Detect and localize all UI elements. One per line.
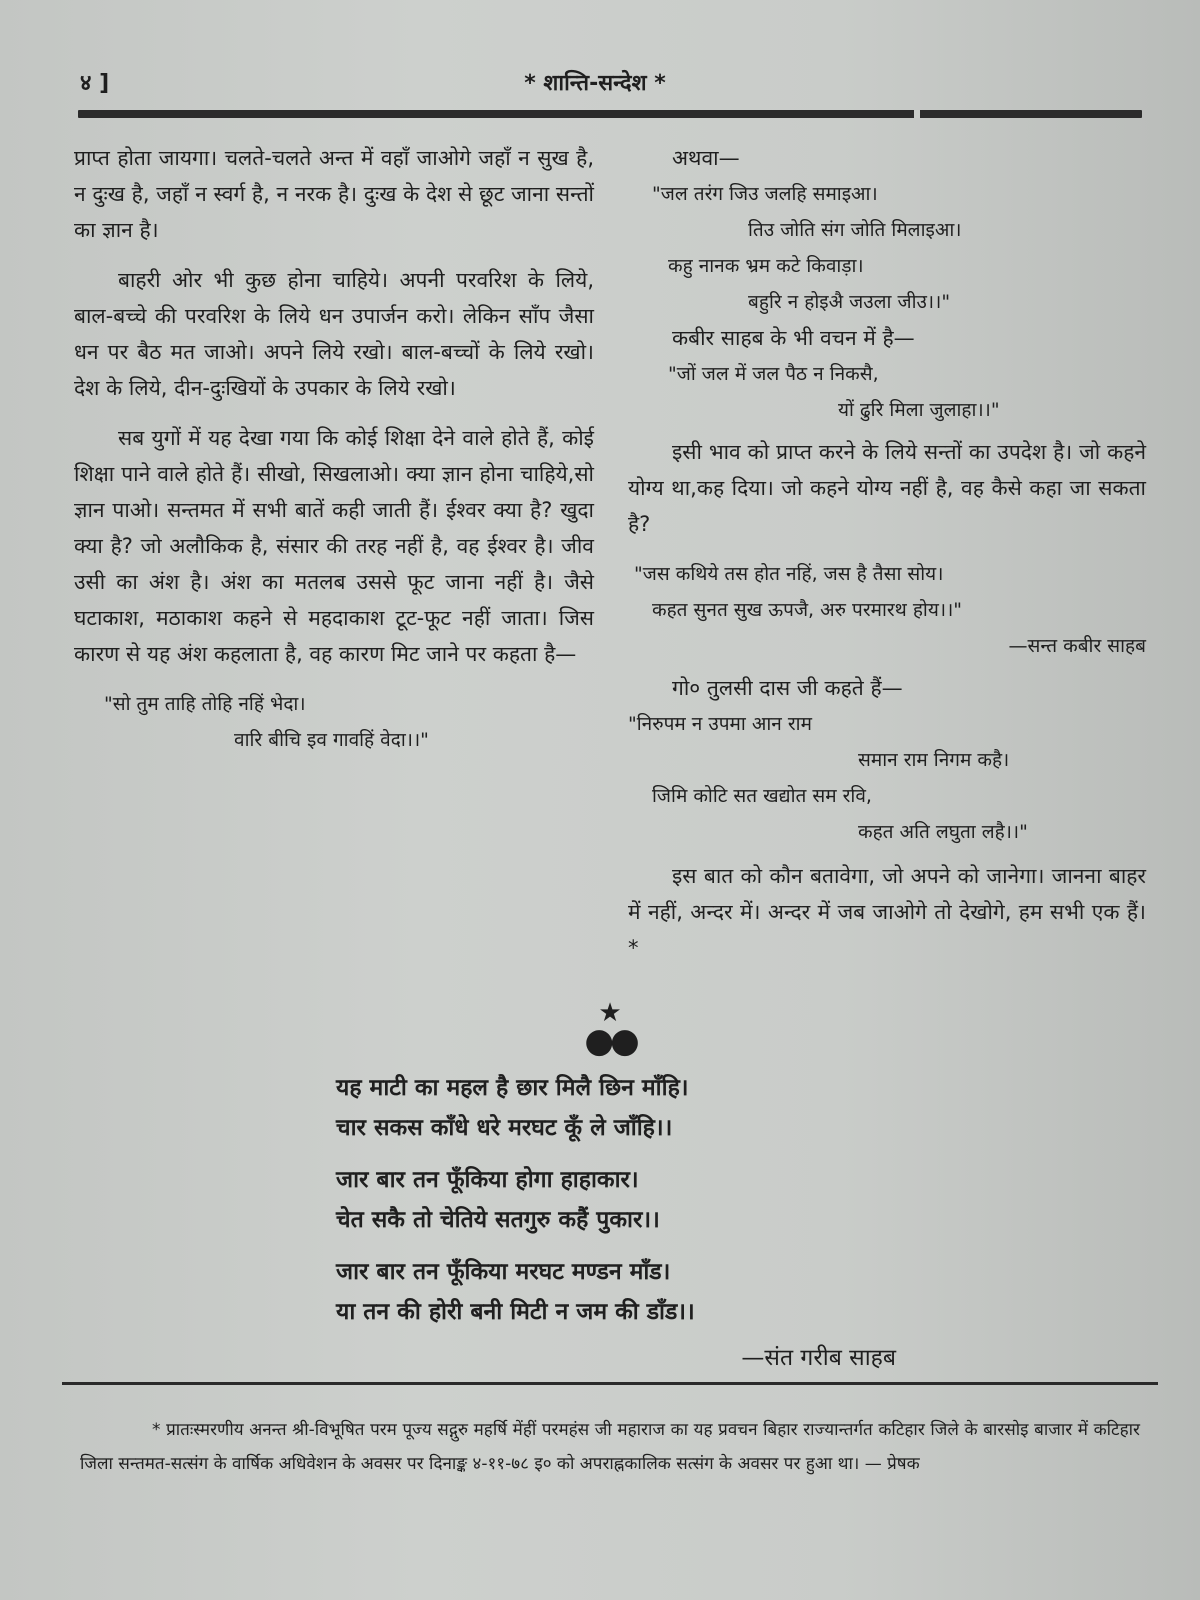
footnote: * प्रातःस्मरणीय अनन्त श्री-विभूषित परम पूज्य सद्गुरु महर्षि मेंहीं परमहंस जी महाराज का यह प्रवचन बिहार राज्यान्तर्गत कटिहार जिले के बारसोइ बाजार में कटिहार जिला सन्तमत-सत्संग के वार्षिक अधिवेशन के अवसर पर दिनाङ्क ४-११-७८ इ० को अपराह्नकालिक सत्संग के अवसर पर हुआ था। — प्रेषक [80, 1420, 1140, 1474]
tulsi-intro: गो० तुलसी दास जी कहते हैं— [672, 676, 903, 700]
quote-line: कहत सुनत सुख ऊपजै, अरु परमारथ होय।।" [652, 599, 963, 621]
quote-line: कहत अति लघुता लहै।।" [858, 821, 1028, 843]
left-paragraph-3: सब युगों में यह देखा गया कि कोई शिक्षा देने वाले होते हैं, कोई शिक्षा पाने वाले होते हैं। सीखो, सिखलाओ। क्या ज्ञान होना चाहिये,सो ज्ञान पाओ। सन्तमत में सभी बातें कही जाती हैं। ईश्वर क्या है? खुदा क्या है? जो अलौकिक है, संसार की तरह नहीं है, वह ईश्वर है। जीव उसी का अंश है। अंश का मतलब उससे फूट जाना नहीं है। जैसे घटाकाश, मठाकाश कहने से महदाकाश टूट-फूट नहीं जाता। जिस कारण से यह अंश कहलाता है, वह कारण मिट जाने पर कहता है— [74, 426, 594, 666]
poem-line: जार बार तन फूँकिया होगा हाहाकार। [336, 1167, 639, 1193]
kabir-intro: कबीर साहब के भी वचन में है— [672, 326, 915, 350]
poem-line: जार बार तन फूँकिया मरघट मण्डन माँड। [336, 1259, 671, 1285]
poem [336, 1068, 896, 1378]
quote-line: "जों जल में जल पैठ न निकसै, [668, 363, 879, 385]
left-paragraph-1: प्राप्त होता जायगा। चलते-चलते अन्त में वहाँ जाओगे जहाँ न सुख है, न दुःख है, जहाँ न स्वर्ग है, न नरक है। दुःख के देश से छूट जाना सन्तों का ज्ञान है। [74, 146, 594, 242]
quote-line: "जस कथिये तस होत नहिं, जस है तैसा सोय। [634, 563, 944, 585]
right-column [628, 140, 1146, 980]
quote-line: यों ढुरि मिला जुलाहा।।" [838, 399, 1000, 421]
quote-line: बहुरि न होइअै जउला जीउ।।" [748, 291, 951, 313]
poem-line: यह माटी का महल है छार मिलै छिन माँहि। [336, 1075, 689, 1101]
ornament [580, 1000, 640, 1060]
quote-line: जिमि कोटि सत खद्योत सम रवि, [652, 785, 872, 807]
quote-line: समान राम निगम कहै। [858, 749, 1010, 771]
poem-line: या तन की होरी बनी मिटी न जम की डाँड।। [336, 1299, 695, 1325]
star-icon: ★ [598, 998, 622, 1028]
poem-line: चार सकस काँधे धरे मरघट कूँ ले जाँहि।। [336, 1115, 673, 1141]
right-paragraph-2: इस बात को कौन बतावेगा, जो अपने को जानेगा। जानना बाहर में नहीं, अन्दर में। अन्दर में जब जाओगे तो देखोगे, हम सभी एक हैं। * [628, 864, 1146, 960]
page-number: ४ ] [80, 71, 110, 96]
footnote-rule [62, 1382, 1158, 1385]
quote-line: "सो तुम ताहि तोहि नहिं भेदा। [104, 693, 306, 715]
quote-attribution: —सन्त कबीर साहब [1008, 635, 1146, 657]
poem-signature: —संत गरीब साहब [741, 1345, 896, 1371]
quote-line: कहु नानक भ्रम कटे किवाड़ा। [668, 255, 864, 277]
quote-line: "जल तरंग जिउ जलहि समाइआ। [652, 183, 878, 205]
quote-line: "निरुपम न उपमा आन राम [628, 713, 812, 735]
right-intro: अथवा— [672, 146, 740, 170]
left-paragraph-2: बाहरी ओर भी कुछ होना चाहिये। अपनी परवरिश के लिये, बाल-बच्चे की परवरिश के लिये धन उपार्जन करो। लेकिन साँप जैसा धन पर बैठ मत जाओ। अपने लिये रखो। बाल-बच्चों के लिये रखो। देश के लिये, दीन-दुःखियों के उपकार के लिये रखो। [74, 268, 594, 400]
running-title: * शान्ति-सन्देश * [524, 71, 666, 96]
quote-line: तिउ जोति संग जोति मिलाइआ। [748, 219, 962, 241]
page-header [80, 62, 1140, 102]
quote-line: वारि बीचि इव गावहिं वेदा।।" [234, 729, 429, 751]
poem-line: चेत सकै तो चेतिये सतगुरु कहैं पुकार।। [336, 1207, 660, 1233]
right-paragraph-1: इसी भाव को प्राप्त करने के लिये सन्तों का उपदेश है। जो कहने योग्य था,कह दिया। जो कहने योग्य नहीं है, वह कैसे कहा जा सकता है? [628, 440, 1146, 536]
left-column [74, 140, 594, 758]
header-rule [78, 110, 1142, 118]
dots-icon: ●● [584, 1021, 636, 1061]
